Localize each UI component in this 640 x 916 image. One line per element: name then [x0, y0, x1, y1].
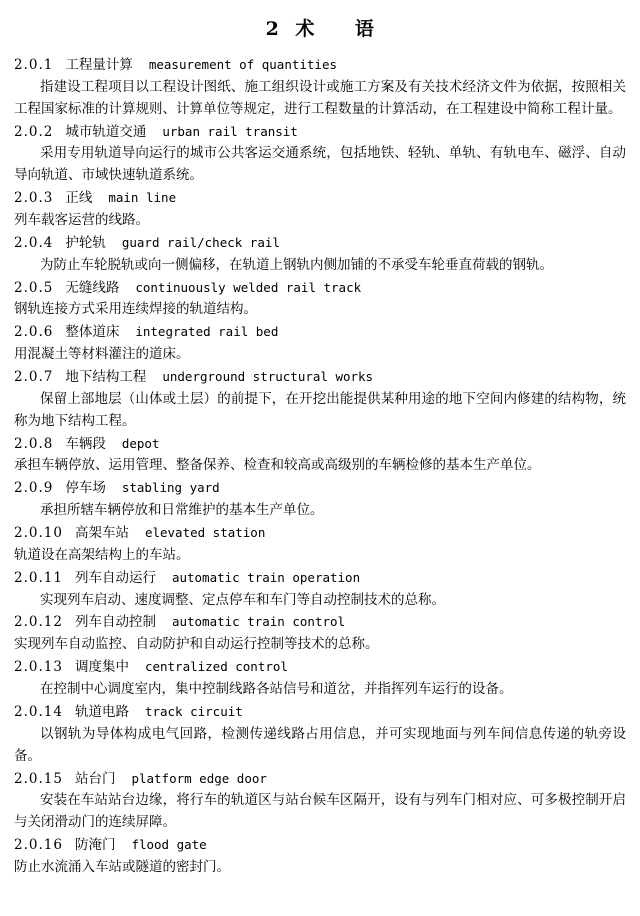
term-name-en: centralized control	[144, 659, 288, 675]
term-name-en: stabling yard	[121, 480, 220, 496]
term-definition: 在控制中心调度室内，集中控制线路各站信号和道岔，并指挥列车运行的设备。	[40, 681, 513, 698]
term-number: 2.0.3	[14, 190, 54, 207]
term-entry	[14, 278, 626, 322]
term-heading	[14, 478, 626, 500]
term-heading	[14, 568, 626, 590]
term-definition: 轨道设在高架结构上的车站。	[14, 546, 190, 563]
term-name-cn: 轨道电路	[74, 703, 129, 720]
term-name-en: urban rail transit	[162, 123, 298, 139]
term-heading	[14, 322, 626, 344]
term-entry	[14, 188, 626, 232]
term-name-cn: 防淹门	[74, 837, 116, 854]
term-number: 2.0.13	[14, 659, 63, 676]
term-definition: 钢轨连接方式采用连续焊接的轨道结构。	[14, 301, 257, 318]
term-number: 2.0.14	[14, 703, 63, 720]
term-heading	[14, 835, 626, 857]
term-name-cn: 护轮轨	[65, 234, 106, 251]
term-definition: 安装在车站站台边缘，将行车的轨道区与站台候车区隔开，设有与列车门相对应、可多极控制开启与关闭滑动门的连续屏障。	[14, 792, 626, 831]
term-definition: 为防止车轮脱轨或向一侧偏移，在轨道上钢轨内侧加铺的不承受车轮垂直荷载的钢轨。	[40, 256, 553, 273]
term-name-cn: 无缝线路	[65, 279, 120, 296]
chapter-title-char-1: 术	[295, 18, 315, 40]
term-entry	[14, 478, 626, 522]
term-number: 2.0.11	[14, 569, 63, 586]
term-entry	[14, 434, 626, 478]
term-number: 2.0.12	[14, 614, 63, 631]
term-definition: 列车载客运营的线路。	[14, 212, 149, 229]
term-number: 2.0.9	[14, 480, 54, 497]
term-heading	[14, 769, 626, 791]
term-name-cn: 高架车站	[74, 525, 129, 542]
term-entry	[14, 568, 626, 612]
term-name-en: measurement of quantities	[148, 57, 338, 72]
term-name-en: elevated station	[144, 525, 266, 541]
term-name-cn: 城市轨道交通	[65, 123, 147, 140]
term-number: 2.0.15	[14, 770, 63, 787]
term-heading	[14, 523, 626, 545]
term-name-en: guard rail/check rail	[121, 234, 280, 250]
term-number: 2.0.4	[14, 234, 54, 251]
term-number: 2.0.7	[14, 369, 54, 386]
term-number: 2.0.8	[14, 435, 54, 452]
term-name-en: integrated rail bed	[135, 324, 279, 340]
term-heading	[14, 188, 626, 210]
term-definition: 采用专用轨道导向运行的城市公共客运交通系统，包括地铁、轻轨、单轨、有轨电车、磁浮、自动导向轨道、市域快速轨道系统。	[14, 145, 626, 184]
term-name-cn: 地下结构工程	[65, 369, 147, 386]
term-name-cn: 列车自动运行	[74, 569, 156, 586]
chapter-number: 2	[265, 18, 280, 40]
term-entry	[14, 523, 626, 567]
term-name-en: track circuit	[144, 703, 243, 719]
term-entry	[14, 233, 626, 277]
term-name-cn: 站台门	[74, 770, 116, 787]
term-name-cn: 车辆段	[65, 435, 106, 452]
page-title	[14, 14, 626, 41]
term-name-en: underground structural works	[162, 369, 374, 385]
term-entry	[14, 612, 626, 656]
term-entry	[14, 769, 626, 835]
term-definition: 实现列车启动、速度调整、定点停车和车门等自动控制技术的总称。	[40, 591, 445, 608]
term-number: 2.0.10	[14, 525, 63, 542]
term-name-en: main line	[108, 190, 177, 206]
term-definition: 以钢轨为导体构成电气回路，检测传递线路占用信息，并可实现地面与列车间信息传递的轨旁设备。	[14, 725, 626, 764]
term-entry	[14, 657, 626, 701]
term-name-en: continuously welded rail track	[135, 279, 362, 295]
term-definition: 实现列车自动监控、自动防护和自动运行控制等技术的总称。	[14, 636, 379, 653]
term-definition: 指建设工程项目以工程设计图纸、施工组织设计或施工方案及有关技术经济文件为依据，按照相关工程国家标准的计算规则、计算单位等规定，进行工程数量的计算活动，在工程建设中简称工程计量。	[14, 78, 626, 117]
term-definition: 保留上部地层（山体或土层）的前提下，在开挖出能提供某种用途的地下空间内修建的结构物，统称为地下结构工程。	[14, 390, 626, 429]
term-definition: 承担车辆停放、运用管理、整备保养、检查和较高或高级别的车辆检修的基本生产单位。	[14, 457, 541, 474]
term-definition: 防止水流涌入车站或隧道的密封门。	[14, 858, 230, 875]
term-name-cn: 列车自动控制	[74, 614, 156, 631]
term-entry	[14, 702, 626, 768]
term-number: 2.0.16	[14, 837, 63, 854]
term-number: 2.0.1	[14, 57, 54, 73]
term-entry	[14, 55, 626, 121]
term-name-cn: 调度集中	[74, 659, 129, 676]
term-entry	[14, 122, 626, 188]
term-heading	[14, 612, 626, 634]
term-heading	[14, 702, 626, 724]
term-heading	[14, 367, 626, 389]
term-heading	[14, 122, 626, 144]
term-entry	[14, 835, 626, 879]
term-name-en: automatic train control	[171, 614, 346, 630]
term-number: 2.0.5	[14, 279, 54, 296]
term-definition: 用混凝土等材料灌注的道床。	[14, 346, 190, 363]
term-name-en: flood gate	[131, 837, 207, 853]
term-number: 2.0.6	[14, 324, 54, 341]
term-name-en: depot	[121, 435, 160, 451]
term-number: 2.0.2	[14, 123, 54, 140]
term-definition: 承担所辖车辆停放和日常维护的基本生产单位。	[40, 502, 324, 519]
term-heading	[14, 434, 626, 456]
term-name-en: platform edge door	[131, 770, 267, 786]
chapter-title-char-2: 语	[354, 18, 375, 40]
term-heading	[14, 278, 626, 300]
term-name-cn: 停车场	[65, 480, 106, 497]
term-name-cn: 正线	[65, 190, 93, 207]
term-entry-list	[14, 55, 626, 879]
term-heading	[14, 233, 626, 255]
term-entry	[14, 367, 626, 433]
term-name-cn: 工程量计算	[65, 57, 133, 73]
term-name-en: automatic train operation	[171, 569, 361, 585]
term-heading	[14, 657, 626, 679]
term-entry	[14, 322, 626, 366]
term-name-cn: 整体道床	[65, 324, 120, 341]
term-heading	[14, 55, 626, 77]
